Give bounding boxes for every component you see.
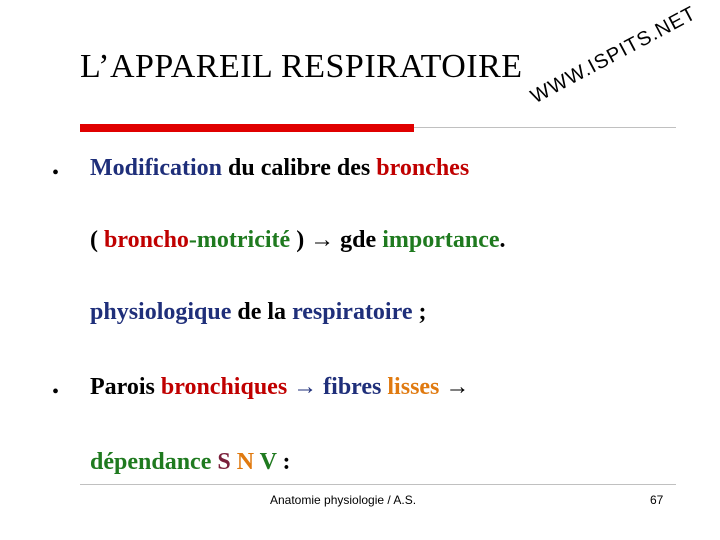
bullet-marker: •: [52, 381, 60, 403]
text-segment: ) → gde: [290, 227, 383, 253]
text-s: S: [217, 449, 231, 475]
text-importance: importance: [382, 227, 500, 253]
text-motricite: -motricité: [188, 227, 291, 253]
text-lisses: lisses: [387, 374, 440, 400]
text-bronchiques: bronchiques: [160, 374, 288, 400]
text-segment: →: [439, 374, 470, 400]
bullet-marker: •: [52, 162, 60, 184]
page-number: 67: [650, 493, 664, 507]
title-accent-bar: [80, 124, 414, 132]
text-physiologique: physiologique: [90, 299, 232, 325]
text-fibres: → fibres: [287, 374, 388, 400]
text-segment: (: [90, 227, 104, 253]
title-divider: [414, 127, 676, 128]
footer-divider: [80, 484, 676, 485]
text-segment: :: [276, 449, 291, 475]
text-segment: .: [499, 227, 506, 253]
text-segment: du calibre des: [222, 155, 377, 181]
bullet-1-line-3: [90, 299, 426, 326]
bullet-1-line-1: [90, 155, 469, 182]
slide-title: L’APPAREIL RESPIRATOIRE: [80, 48, 523, 85]
text-segment: de la: [231, 299, 293, 325]
watermark: WWW.ISPITS.NET: [527, 2, 700, 109]
bullet-2-line-1: [90, 374, 469, 401]
bullet-2-line-2: [90, 449, 291, 476]
text-n: N: [236, 449, 255, 475]
text-segment: ;: [412, 299, 427, 325]
footer-text: Anatomie physiologie / A.S.: [270, 493, 417, 507]
bullet-1-line-2: [90, 227, 506, 254]
text-dependance: dépendance: [90, 449, 212, 475]
text-broncho: broncho: [104, 227, 189, 253]
text-parois: Parois: [90, 374, 155, 400]
text-modification: Modification: [90, 155, 222, 181]
text-respiratoire: respiratoire: [292, 299, 413, 325]
text-v: V: [259, 449, 277, 475]
text-bronches: bronches: [376, 155, 470, 181]
